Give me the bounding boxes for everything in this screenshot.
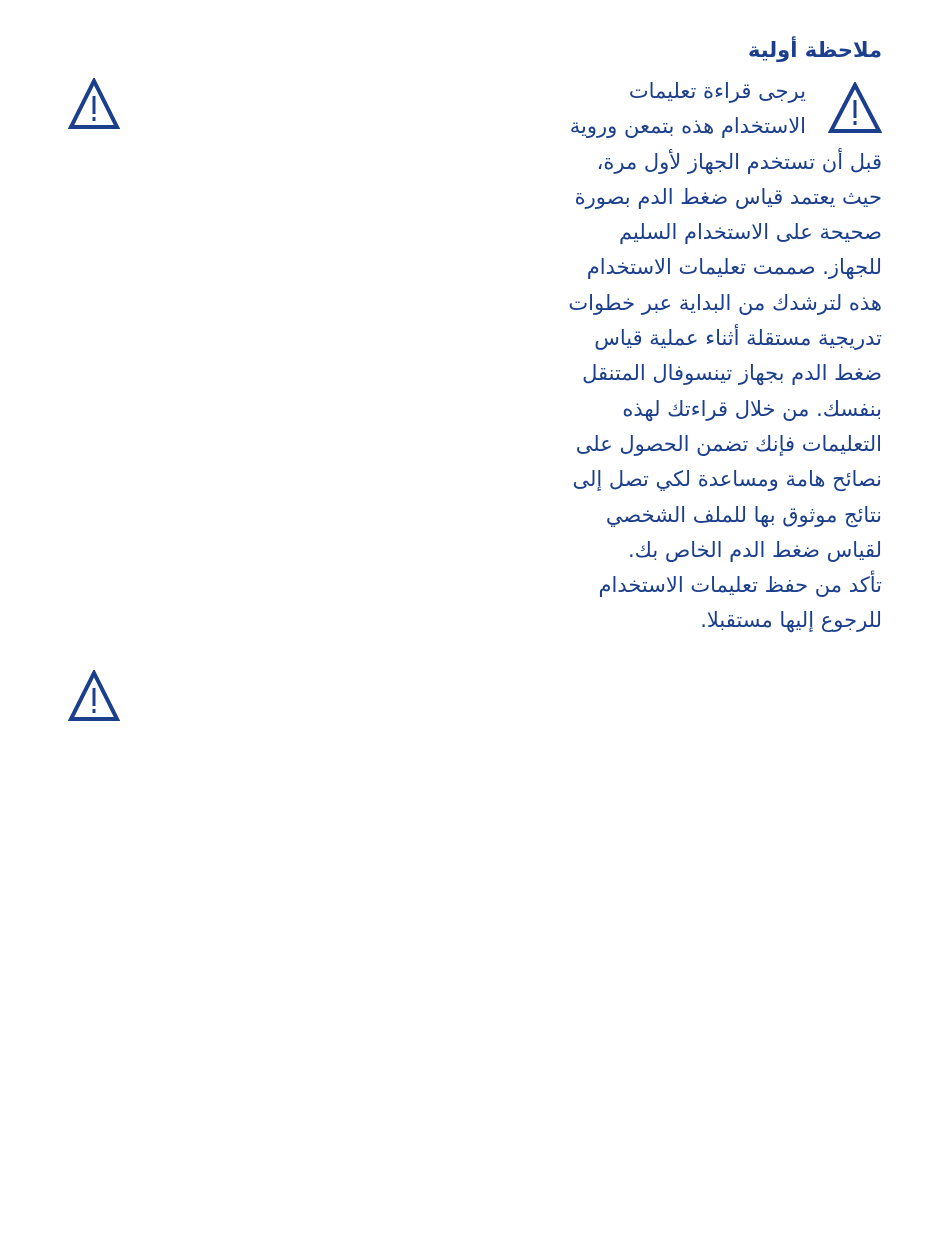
paragraph-line: يرجى قراءة تعليمات [628, 79, 806, 103]
paragraph-line: نتائج موثوق بها للملف الشخصي [605, 502, 882, 527]
paragraph-line: ضغط الدم بجهاز تينسوفال المتنقل [582, 361, 882, 386]
paragraph-line: التعليمات فإنك تضمن الحصول على [575, 431, 882, 456]
paragraph-line: حيث يعتمد قياس ضغط الدم بصورة [574, 184, 882, 209]
paragraph-line: تأكد من حفظ تعليمات الاستخدام [598, 573, 882, 598]
paragraph-line: للجهاز. صممت تعليمات الاستخدام [586, 255, 882, 280]
paragraph-line: لقياس ضغط الدم الخاص بك. [627, 537, 882, 562]
paragraph-line: تدريجية مستقلة أثناء عملية قياس [594, 326, 882, 351]
section-heading: ملاحظة أولية [747, 38, 882, 62]
paragraph-line: هذه لترشدك من البداية عبر خطوات [568, 290, 882, 315]
paragraph-line: نصائح هامة ومساعدة لكي تصل إلى [572, 467, 882, 492]
paragraph-line: الاستخدام هذه بتمعن وروية [569, 114, 806, 139]
paragraph-line: للرجوع إليها مستقبلا. [700, 608, 882, 633]
body-paragraph [502, 74, 882, 639]
warning-triangle-icon [68, 670, 120, 722]
warning-triangle-icon [68, 78, 120, 130]
paragraph-line: بنفسك. من خلال قراءتك لهذه [622, 396, 882, 421]
paragraph-line: صحيحة على الاستخدام السليم [619, 220, 882, 245]
paragraph-line: قبل أن تستخدم الجهاز لأول مرة، [596, 149, 882, 174]
